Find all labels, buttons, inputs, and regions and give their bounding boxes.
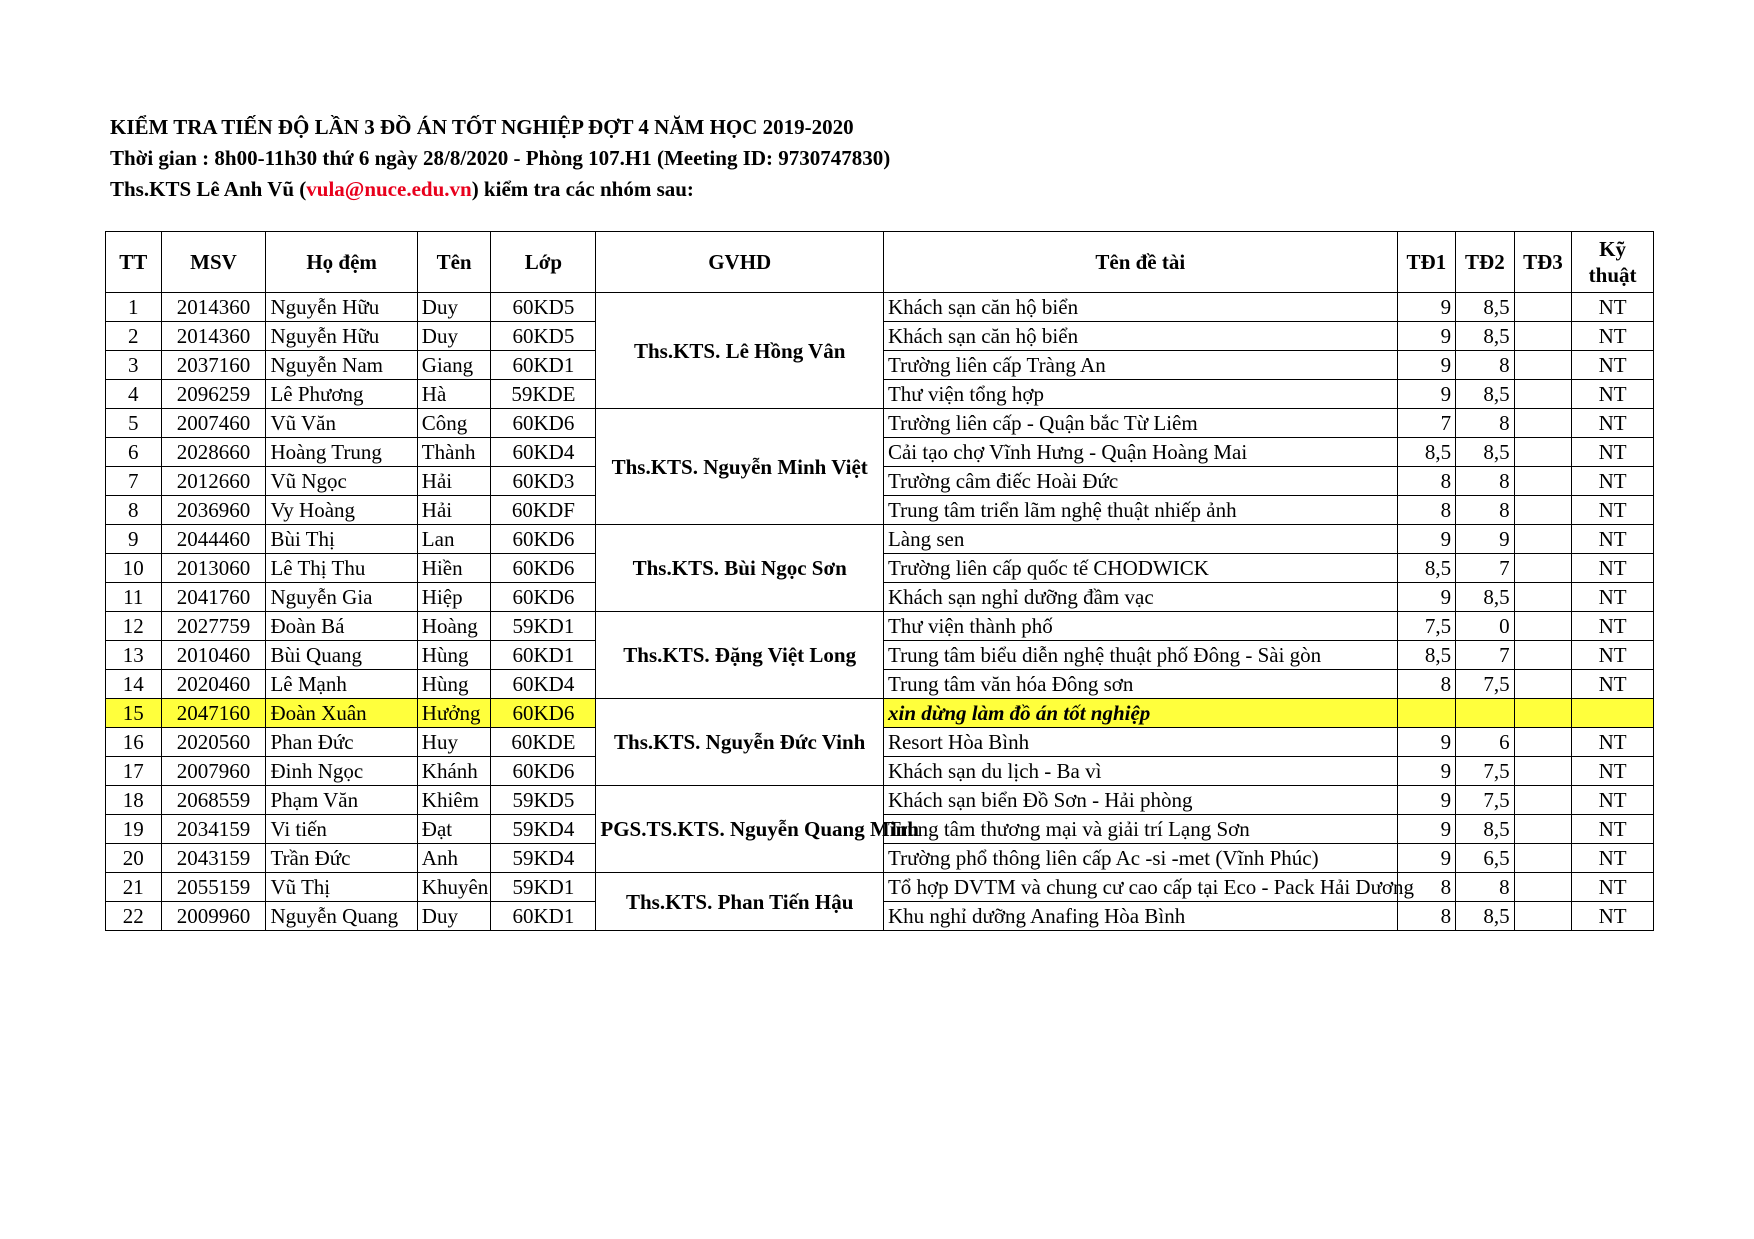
cell-lop: 60KD3 xyxy=(491,467,596,496)
cell-td1: 9 xyxy=(1397,351,1456,380)
cell-td2: 8,5 xyxy=(1456,380,1515,409)
cell-td3 xyxy=(1514,641,1572,670)
cell-ten-de-tai: Thư viện tổng hợp xyxy=(883,380,1397,409)
table-row xyxy=(106,525,1654,554)
cell-msv: 2007960 xyxy=(161,757,266,786)
cell-lop: 60KD6 xyxy=(491,554,596,583)
cell-td3 xyxy=(1514,293,1572,322)
cell-ten-de-tai: Trường liên cấp quốc tế CHODWICK xyxy=(883,554,1397,583)
cell-ho-dem: Trần Đức xyxy=(266,844,417,873)
cell-ten: Đạt xyxy=(417,815,491,844)
cell-msv: 2027759 xyxy=(161,612,266,641)
cell-ky-thuat: NT xyxy=(1572,844,1654,873)
cell-ho-dem: Phan Đức xyxy=(266,728,417,757)
cell-tt: 4 xyxy=(106,380,162,409)
cell-ky-thuat: NT xyxy=(1572,902,1654,931)
cell-td1: 9 xyxy=(1397,844,1456,873)
cell-gvhd: Ths.KTS. Bùi Ngọc Sơn xyxy=(596,525,884,612)
cell-td1: 8,5 xyxy=(1397,554,1456,583)
cell-gvhd: Ths.KTS. Nguyễn Đức Vinh xyxy=(596,699,884,786)
col-header-lop: Lớp xyxy=(491,232,596,293)
cell-td3 xyxy=(1514,496,1572,525)
schedule-line: Thời gian : 8h00-11h30 thứ 6 ngày 28/8/2020 - Phòng 107.H1 (Meeting ID: 9730747830) xyxy=(110,146,891,170)
cell-ten-de-tai: Trung tâm biểu diễn nghệ thuật phố Đông - Sài gòn xyxy=(883,641,1397,670)
cell-ho-dem: Vy Hoàng xyxy=(266,496,417,525)
cell-ho-dem: Lê Thị Thu xyxy=(266,554,417,583)
cell-ho-dem: Bùi Thị xyxy=(266,525,417,554)
cell-msv: 2047160 xyxy=(161,699,266,728)
cell-lop: 59KD5 xyxy=(491,786,596,815)
cell-ky-thuat: NT xyxy=(1572,409,1654,438)
cell-td1: 9 xyxy=(1397,583,1456,612)
cell-ten: Duy xyxy=(417,322,491,351)
cell-ten-de-tai: Trường liên cấp - Quận bắc Từ Liêm xyxy=(883,409,1397,438)
cell-msv: 2037160 xyxy=(161,351,266,380)
cell-lop: 60KD6 xyxy=(491,757,596,786)
cell-gvhd: PGS.TS.KTS. Nguyễn Quang Minh xyxy=(596,786,884,873)
cell-td3 xyxy=(1514,786,1572,815)
cell-msv: 2068559 xyxy=(161,786,266,815)
cell-ky-thuat: NT xyxy=(1572,728,1654,757)
cell-msv: 2043159 xyxy=(161,844,266,873)
cell-ten-de-tai: Khách sạn biển Đồ Sơn - Hải phòng xyxy=(883,786,1397,815)
document-header xyxy=(110,112,890,205)
cell-td1: 9 xyxy=(1397,757,1456,786)
cell-ky-thuat: NT xyxy=(1572,351,1654,380)
col-header-td3: TĐ3 xyxy=(1514,232,1572,293)
cell-td3 xyxy=(1514,409,1572,438)
cell-td3 xyxy=(1514,757,1572,786)
cell-td3 xyxy=(1514,322,1572,351)
cell-ten-de-tai: Trường câm điếc Hoài Đức xyxy=(883,467,1397,496)
cell-tt: 16 xyxy=(106,728,162,757)
cell-ho-dem: Vũ Thị xyxy=(266,873,417,902)
cell-ky-thuat: NT xyxy=(1572,293,1654,322)
cell-td2: 7 xyxy=(1456,554,1515,583)
cell-ho-dem: Lê Mạnh xyxy=(266,670,417,699)
cell-td1: 9 xyxy=(1397,322,1456,351)
cell-lop: 59KD1 xyxy=(491,873,596,902)
document-title: KIỂM TRA TIẾN ĐỘ LẦN 3 ĐỒ ÁN TỐT NGHIỆP ĐỢT 4 NĂM HỌC 2019-2020 xyxy=(110,115,854,139)
cell-msv: 2020560 xyxy=(161,728,266,757)
cell-td2: 8 xyxy=(1456,409,1515,438)
cell-ky-thuat: NT xyxy=(1572,554,1654,583)
cell-td1 xyxy=(1397,699,1456,728)
cell-td1: 9 xyxy=(1397,786,1456,815)
cell-tt: 10 xyxy=(106,554,162,583)
cell-ten-de-tai: Làng sen xyxy=(883,525,1397,554)
cell-ho-dem: Vi tiến xyxy=(266,815,417,844)
col-header-td1: TĐ1 xyxy=(1397,232,1456,293)
cell-ten: Anh xyxy=(417,844,491,873)
cell-td3 xyxy=(1514,583,1572,612)
cell-ten: Duy xyxy=(417,293,491,322)
progress-table xyxy=(105,231,1654,931)
col-header-ky-thuat: Kỹ thuật xyxy=(1572,232,1654,293)
cell-msv: 2012660 xyxy=(161,467,266,496)
cell-ho-dem: Nguyễn Nam xyxy=(266,351,417,380)
cell-td2: 8,5 xyxy=(1456,438,1515,467)
cell-ky-thuat: NT xyxy=(1572,380,1654,409)
cell-ten: Khánh xyxy=(417,757,491,786)
cell-msv: 2009960 xyxy=(161,902,266,931)
col-header-msv: MSV xyxy=(161,232,266,293)
cell-msv: 2014360 xyxy=(161,322,266,351)
cell-tt: 1 xyxy=(106,293,162,322)
cell-td1: 8 xyxy=(1397,467,1456,496)
cell-ten-de-tai: Khách sạn nghỉ dưỡng đầm vạc xyxy=(883,583,1397,612)
examiner-suffix: ) kiểm tra các nhóm sau: xyxy=(471,177,694,201)
cell-ten: Giang xyxy=(417,351,491,380)
cell-ten: Công xyxy=(417,409,491,438)
cell-ky-thuat xyxy=(1572,699,1654,728)
cell-td3 xyxy=(1514,525,1572,554)
cell-ho-dem: Bùi Quang xyxy=(266,641,417,670)
cell-tt: 5 xyxy=(106,409,162,438)
cell-td1: 8,5 xyxy=(1397,438,1456,467)
cell-ten: Duy xyxy=(417,902,491,931)
cell-td2: 8 xyxy=(1456,351,1515,380)
cell-lop: 60KD6 xyxy=(491,525,596,554)
cell-ten: Khuyên xyxy=(417,873,491,902)
cell-ky-thuat: NT xyxy=(1572,670,1654,699)
col-header-ten: Tên xyxy=(417,232,491,293)
cell-ten: Hùng xyxy=(417,670,491,699)
cell-td2: 7,5 xyxy=(1456,786,1515,815)
cell-msv: 2007460 xyxy=(161,409,266,438)
cell-gvhd: Ths.KTS. Phan Tiến Hậu xyxy=(596,873,884,931)
cell-ho-dem: Nguyễn Hữu xyxy=(266,293,417,322)
cell-msv: 2010460 xyxy=(161,641,266,670)
cell-ky-thuat: NT xyxy=(1572,612,1654,641)
cell-tt: 22 xyxy=(106,902,162,931)
cell-td1: 7,5 xyxy=(1397,612,1456,641)
cell-ho-dem: Đoàn Bá xyxy=(266,612,417,641)
header-row xyxy=(106,232,1654,293)
cell-td3 xyxy=(1514,467,1572,496)
cell-ky-thuat: NT xyxy=(1572,583,1654,612)
cell-td2: 8,5 xyxy=(1456,815,1515,844)
cell-tt: 15 xyxy=(106,699,162,728)
cell-ten-de-tai: Trung tâm văn hóa Đông sơn xyxy=(883,670,1397,699)
cell-ky-thuat: NT xyxy=(1572,525,1654,554)
cell-msv: 2044460 xyxy=(161,525,266,554)
cell-ten: Hưởng xyxy=(417,699,491,728)
cell-msv: 2020460 xyxy=(161,670,266,699)
table-row xyxy=(106,699,1654,728)
cell-ten-de-tai: Trường phổ thông liên cấp Ac -si -met (Vĩnh Phúc) xyxy=(883,844,1397,873)
cell-msv: 2034159 xyxy=(161,815,266,844)
col-header-td2: TĐ2 xyxy=(1456,232,1515,293)
cell-lop: 60KDE xyxy=(491,728,596,757)
cell-td2 xyxy=(1456,699,1515,728)
cell-ten-de-tai: Thư viện thành phố xyxy=(883,612,1397,641)
cell-ten: Hùng xyxy=(417,641,491,670)
table-row xyxy=(106,293,1654,322)
cell-td1: 9 xyxy=(1397,380,1456,409)
cell-ho-dem: Nguyễn Gia xyxy=(266,583,417,612)
cell-td2: 8,5 xyxy=(1456,902,1515,931)
cell-td2: 6 xyxy=(1456,728,1515,757)
cell-ten-de-tai: Khu nghỉ dưỡng Anafing Hòa Bình xyxy=(883,902,1397,931)
cell-td3 xyxy=(1514,554,1572,583)
cell-ten: Hoàng xyxy=(417,612,491,641)
cell-td3 xyxy=(1514,670,1572,699)
cell-tt: 8 xyxy=(106,496,162,525)
cell-lop: 60KD6 xyxy=(491,409,596,438)
cell-gvhd: Ths.KTS. Lê Hồng Vân xyxy=(596,293,884,409)
cell-ho-dem: Vũ Ngọc xyxy=(266,467,417,496)
cell-ho-dem: Lê Phương xyxy=(266,380,417,409)
cell-td1: 7 xyxy=(1397,409,1456,438)
cell-lop: 60KD4 xyxy=(491,438,596,467)
cell-lop: 60KD1 xyxy=(491,902,596,931)
table-row xyxy=(106,612,1654,641)
cell-tt: 12 xyxy=(106,612,162,641)
cell-tt: 7 xyxy=(106,467,162,496)
cell-td2: 6,5 xyxy=(1456,844,1515,873)
cell-lop: 60KD6 xyxy=(491,699,596,728)
cell-td1: 8 xyxy=(1397,902,1456,931)
col-header-gvhd: GVHD xyxy=(596,232,884,293)
cell-ten: Lan xyxy=(417,525,491,554)
cell-lop: 60KD1 xyxy=(491,641,596,670)
cell-td3 xyxy=(1514,380,1572,409)
cell-ten-de-tai: Tổ hợp DVTM và chung cư cao cấp tại Eco - Pack Hải Dương xyxy=(883,873,1397,902)
cell-ten: Hải xyxy=(417,496,491,525)
examiner-email[interactable]: vula@nuce.edu.vn xyxy=(306,177,472,201)
cell-tt: 19 xyxy=(106,815,162,844)
cell-msv: 2014360 xyxy=(161,293,266,322)
cell-ky-thuat: NT xyxy=(1572,873,1654,902)
cell-ten: Hiền xyxy=(417,554,491,583)
cell-td3 xyxy=(1514,873,1572,902)
cell-td2: 8 xyxy=(1456,496,1515,525)
cell-lop: 60KD5 xyxy=(491,322,596,351)
cell-ten-de-tai: Trường liên cấp Tràng An xyxy=(883,351,1397,380)
cell-ky-thuat: NT xyxy=(1572,786,1654,815)
cell-td3 xyxy=(1514,902,1572,931)
cell-td3 xyxy=(1514,438,1572,467)
cell-td2: 7 xyxy=(1456,641,1515,670)
cell-td2: 8,5 xyxy=(1456,322,1515,351)
cell-td1: 8,5 xyxy=(1397,641,1456,670)
cell-tt: 2 xyxy=(106,322,162,351)
cell-ho-dem: Nguyễn Quang xyxy=(266,902,417,931)
cell-ten: Hà xyxy=(417,380,491,409)
col-header-tt: TT xyxy=(106,232,162,293)
cell-lop: 60KDF xyxy=(491,496,596,525)
cell-tt: 11 xyxy=(106,583,162,612)
cell-ho-dem: Vũ Văn xyxy=(266,409,417,438)
cell-td2: 7,5 xyxy=(1456,757,1515,786)
cell-ky-thuat: NT xyxy=(1572,496,1654,525)
cell-td2: 8 xyxy=(1456,873,1515,902)
cell-td3 xyxy=(1514,351,1572,380)
examiner-line xyxy=(110,174,890,205)
cell-ten-de-tai: Cải tạo chợ Vĩnh Hưng - Quận Hoàng Mai xyxy=(883,438,1397,467)
cell-ten-de-tai: Resort Hòa Bình xyxy=(883,728,1397,757)
cell-ten: Hiệp xyxy=(417,583,491,612)
cell-ky-thuat: NT xyxy=(1572,438,1654,467)
table-row xyxy=(106,873,1654,902)
cell-gvhd: Ths.KTS. Đặng Việt Long xyxy=(596,612,884,699)
col-header-ho-dem: Họ đệm xyxy=(266,232,417,293)
cell-msv: 2055159 xyxy=(161,873,266,902)
cell-msv: 2096259 xyxy=(161,380,266,409)
cell-tt: 9 xyxy=(106,525,162,554)
table-row xyxy=(106,786,1654,815)
cell-td2: 8,5 xyxy=(1456,293,1515,322)
cell-gvhd: Ths.KTS. Nguyễn Minh Việt xyxy=(596,409,884,525)
cell-lop: 59KD4 xyxy=(491,815,596,844)
cell-td3 xyxy=(1514,844,1572,873)
cell-ho-dem: Đoàn Xuân xyxy=(266,699,417,728)
cell-td1: 8 xyxy=(1397,670,1456,699)
cell-td2: 9 xyxy=(1456,525,1515,554)
cell-ky-thuat: NT xyxy=(1572,467,1654,496)
cell-ten-de-tai: Trung tâm thương mại và giải trí Lạng Sơn xyxy=(883,815,1397,844)
cell-tt: 13 xyxy=(106,641,162,670)
cell-td1: 8 xyxy=(1397,496,1456,525)
cell-ten-de-tai: Khách sạn căn hộ biển xyxy=(883,322,1397,351)
cell-td1: 9 xyxy=(1397,293,1456,322)
cell-lop: 60KD1 xyxy=(491,351,596,380)
cell-lop: 59KD4 xyxy=(491,844,596,873)
cell-ten-de-tai: Khách sạn căn hộ biển xyxy=(883,293,1397,322)
cell-td3 xyxy=(1514,612,1572,641)
cell-td2: 7,5 xyxy=(1456,670,1515,699)
cell-ky-thuat: NT xyxy=(1572,815,1654,844)
cell-lop: 60KD6 xyxy=(491,583,596,612)
cell-ho-dem: Hoàng Trung xyxy=(266,438,417,467)
cell-msv: 2036960 xyxy=(161,496,266,525)
cell-lop: 60KD5 xyxy=(491,293,596,322)
cell-ky-thuat: NT xyxy=(1572,641,1654,670)
cell-ho-dem: Phạm Văn xyxy=(266,786,417,815)
cell-td1: 9 xyxy=(1397,815,1456,844)
cell-ten-de-tai: Trung tâm triển lãm nghệ thuật nhiếp ảnh xyxy=(883,496,1397,525)
cell-td3 xyxy=(1514,728,1572,757)
cell-msv: 2041760 xyxy=(161,583,266,612)
cell-tt: 18 xyxy=(106,786,162,815)
cell-ky-thuat: NT xyxy=(1572,757,1654,786)
cell-td2: 8 xyxy=(1456,467,1515,496)
cell-ten: Khiêm xyxy=(417,786,491,815)
cell-tt: 20 xyxy=(106,844,162,873)
cell-tt: 17 xyxy=(106,757,162,786)
cell-ten: Thành xyxy=(417,438,491,467)
cell-tt: 3 xyxy=(106,351,162,380)
cell-td1: 9 xyxy=(1397,728,1456,757)
cell-ten-de-tai: xin dừng làm đồ án tốt nghiệp xyxy=(883,699,1397,728)
cell-msv: 2013060 xyxy=(161,554,266,583)
cell-td2: 0 xyxy=(1456,612,1515,641)
cell-tt: 21 xyxy=(106,873,162,902)
cell-td3 xyxy=(1514,699,1572,728)
cell-ho-dem: Nguyễn Hữu xyxy=(266,322,417,351)
cell-lop: 59KD1 xyxy=(491,612,596,641)
cell-ten-de-tai: Khách sạn du lịch - Ba vì xyxy=(883,757,1397,786)
cell-td3 xyxy=(1514,815,1572,844)
cell-msv: 2028660 xyxy=(161,438,266,467)
cell-td1: 9 xyxy=(1397,525,1456,554)
examiner-prefix: Ths.KTS Lê Anh Vũ ( xyxy=(110,177,307,201)
cell-lop: 59KDE xyxy=(491,380,596,409)
cell-td2: 8,5 xyxy=(1456,583,1515,612)
cell-ky-thuat: NT xyxy=(1572,322,1654,351)
cell-ten: Hải xyxy=(417,467,491,496)
col-header-ten-de-tai: Tên đề tài xyxy=(883,232,1397,293)
cell-td1: 8 xyxy=(1397,873,1456,902)
table-row xyxy=(106,409,1654,438)
cell-ho-dem: Đinh Ngọc xyxy=(266,757,417,786)
cell-ten: Huy xyxy=(417,728,491,757)
cell-lop: 60KD4 xyxy=(491,670,596,699)
cell-tt: 14 xyxy=(106,670,162,699)
cell-tt: 6 xyxy=(106,438,162,467)
